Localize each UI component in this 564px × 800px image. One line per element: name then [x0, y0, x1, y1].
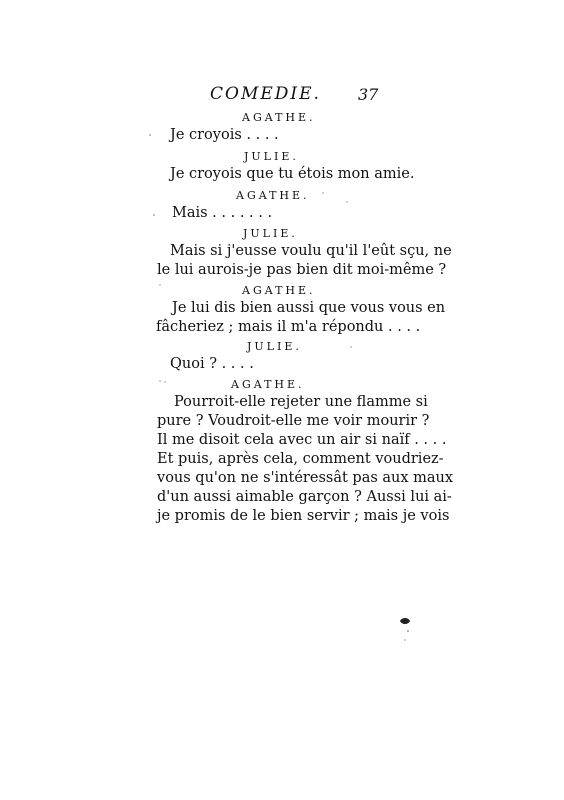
dialogue-line: fâcheriez ; mais il m'a répondu . . . .	[156, 319, 421, 335]
dialogue-line: Il me disoit cela avec un air si naïf . . . .	[157, 432, 447, 448]
speaker-name: JULIE.	[244, 150, 299, 163]
speaker-name: JULIE.	[243, 227, 298, 240]
page-number: 37	[358, 85, 379, 104]
speaker-name: AGATHE.	[242, 284, 316, 297]
dialogue-line: vous qu'on ne s'intéressât pas aux maux	[157, 470, 454, 486]
dialogue-line: pure ? Voudroit-elle me voir mourir ?	[157, 413, 430, 429]
dialogue-line: Pourroit-elle rejeter une flamme si	[174, 394, 428, 410]
dialogue-line: Je lui dis bien aussi que vous vous en	[172, 300, 446, 316]
dialogue-line: Mais si j'eusse voulu qu'il l'eût sçu, ne	[170, 243, 452, 259]
speaker-name: AGATHE.	[231, 378, 305, 391]
running-title: COMEDIE.	[210, 84, 321, 104]
dialogue-line: Mais . . . . . . .	[172, 205, 273, 221]
dialogue-line: Je croyois . . . .	[170, 127, 279, 143]
dialogue-line: le lui aurois-je pas bien dit moi-même ?	[157, 262, 447, 278]
speaker-name: AGATHE.	[236, 189, 310, 202]
dialogue-line: Je croyois que tu étois mon amie.	[170, 166, 415, 182]
dialogue-line: d'un aussi aimable garçon ? Aussi lui ai-	[157, 489, 452, 505]
dialogue-line: Et puis, après cela, comment voudriez-	[157, 451, 444, 467]
dialogue-line: je promis de le bien servir ; mais je vois	[157, 508, 450, 524]
speaker-name: JULIE.	[247, 340, 302, 353]
speaker-name: AGATHE.	[242, 111, 316, 124]
dialogue-line: Quoi ? . . . .	[170, 356, 254, 372]
